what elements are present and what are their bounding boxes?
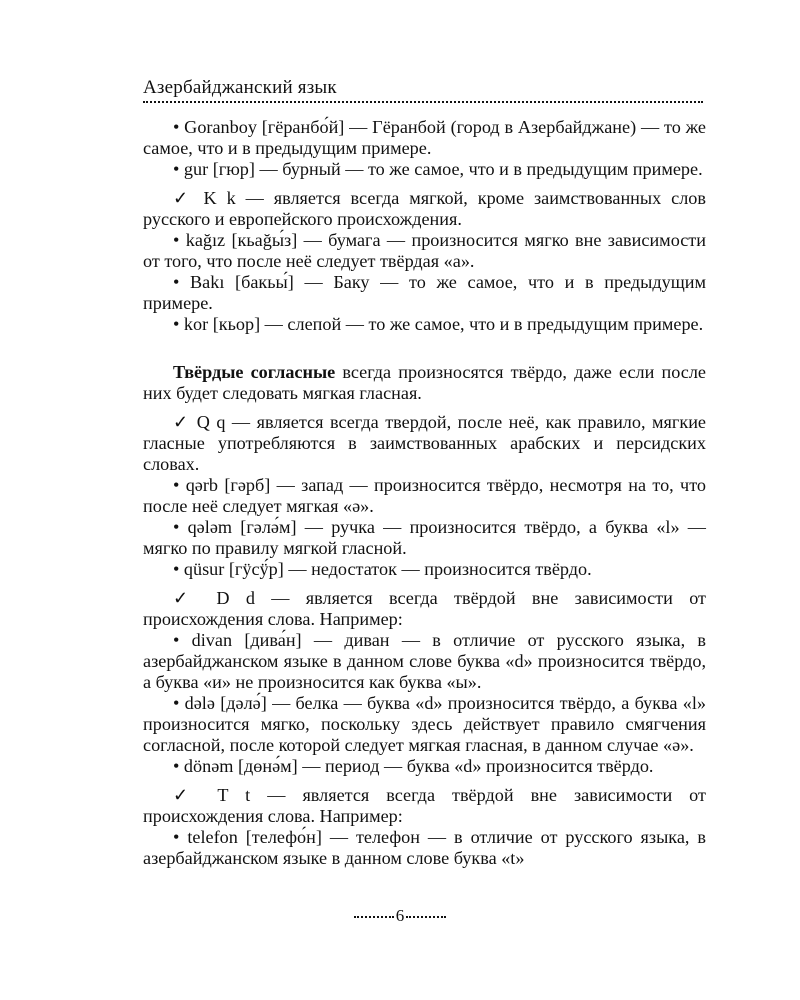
page-number-footer: [0, 906, 800, 926]
example-goranboy: • Goranboy [гёранбо́й] — Гёранбой (город в Азербайджане) — то же самое, что и в предыдущим примере.: [143, 117, 706, 158]
header-dotted-rule: [143, 101, 703, 103]
example-qusur: • qüsur [гӱсӱ́р] — недостаток — произносится твёрдо.: [173, 559, 592, 579]
hard-consonants-intro: [143, 362, 706, 404]
example-gur: • gur [гюр] — бурный — то же самое, что и в предыдущим примере.: [173, 159, 703, 179]
example-telefon: • telefon [телефо́н] — телефон — в отличие от русского языка, в азербайджанском языке в данном слове буква «t»: [143, 827, 706, 868]
term-hard-consonants: Твёрдые согласные: [173, 362, 336, 382]
example-dele: • dələ [дәлә́] — белка — буква «d» произносится твёрдо, а буква «l» произносится мягко, поскольку здесь действует правило смягчения согласной, после которой следует мягкая гласная, в данном случае «ә».: [143, 693, 706, 755]
page-number: 6: [395, 906, 405, 925]
running-title: Азербайджанский язык: [143, 77, 337, 98]
example-qelem: • qələm [гәлә́м] — ручка — произносится твёрдо, а буква «l» — мягко по правилу мягкой гласной.: [143, 517, 706, 558]
example-baki: • Bakı [бакьы́] — Баку — то же самое, что и в предыдущим примере.: [143, 272, 706, 313]
page-body: [143, 117, 706, 869]
example-kor: • kor [кьор] — слепой — то же самое, что и в предыдущим примере.: [173, 314, 704, 334]
rule-letter-k: ✓ K k — является всегда мягкой, кроме заимствованных слов русского и европейского происхождения.: [143, 188, 706, 229]
rule-letter-q: ✓ Q q — является всегда твердой, после неё, как правило, мягкие гласные употребляются в заимствованных арабских и персидских словах.: [143, 412, 706, 474]
example-divan: • divan [дива́н] — диван — в отличие от русского языка, в азербайджанском языке в данном слове буква «d» произносится твёрдо, а буква «и» не произносится как буква «ы».: [143, 630, 706, 692]
rule-letter-t: ✓ T t — является всегда твёрдой вне зависимости от происхождения слова. Например:: [143, 785, 706, 826]
folio-dots-left: [354, 916, 394, 918]
example-qerb: • qərb [гәрб] — запад — произносится твёрдо, несмотря на то, что после неё следует мягкая «ә».: [143, 475, 706, 516]
hard-consonants-text: всегда произносятся твёрдо, даже если после них будет следовать мягкая гласная.: [143, 362, 707, 403]
folio-dots-right: [406, 916, 446, 918]
example-kagiz: • kağız [кьаğы́з] — бумага — произносится мягко вне зависимости от того, что после неё следует твёрдая «а».: [143, 230, 706, 271]
rule-letter-d: ✓ D d — является всегда твёрдой вне зависимости от происхождения слова. Например:: [143, 588, 706, 629]
example-donem: • dönəm [дөнә́м] — период — буква «d» произносится твёрдо.: [173, 756, 654, 776]
